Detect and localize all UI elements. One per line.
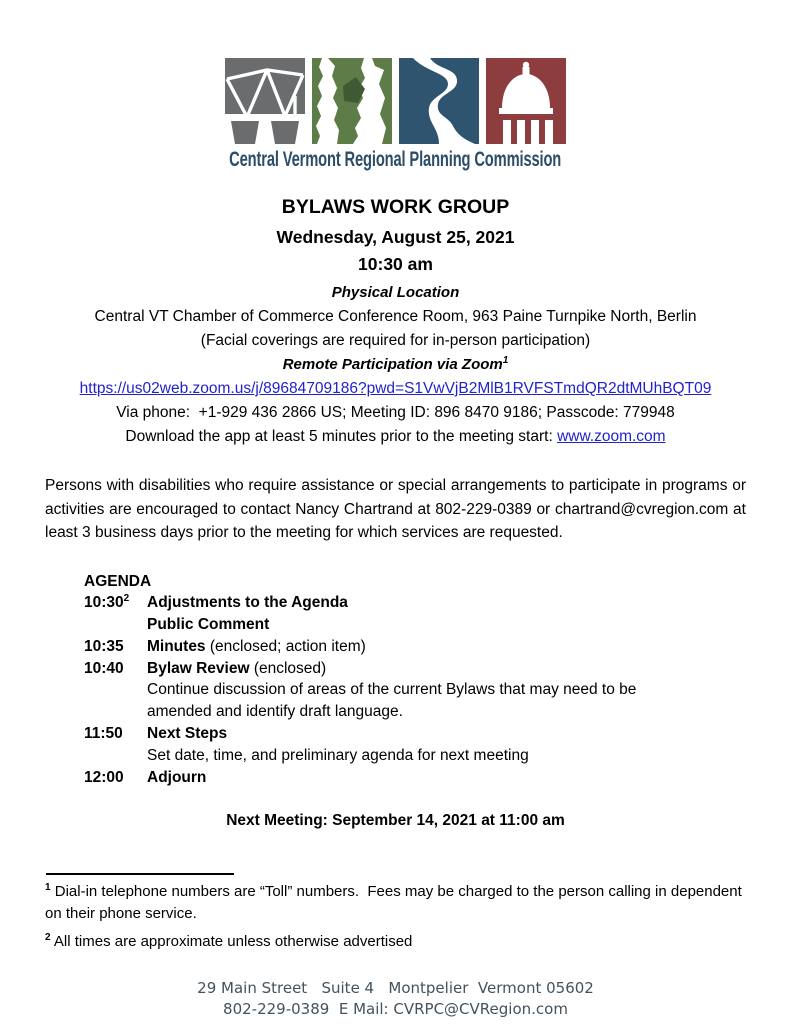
agenda-item-title: Bylaw Review (enclosed) [147,659,327,677]
agenda-row [84,614,791,636]
agenda-item-desc: Set date, time, and preliminary agenda for next meeting [147,746,529,764]
river-icon [399,58,479,144]
agenda-time [84,614,147,636]
agenda-time: 10:40 [84,659,124,677]
agenda-time [84,679,147,723]
facial-covering-note: (Facial coverings are required for in-person participation) [200,332,591,349]
agenda-item-title: Minutes (enclosed; action item) [147,637,366,655]
agenda-row [84,636,791,658]
agenda-item-title: Adjustments to the Agenda [147,594,348,612]
agenda-item-title: Next Steps [147,725,228,743]
zoom-url-line [0,377,791,401]
zoom-download-link[interactable]: www.zoom.com [557,428,666,445]
footnote-ref-1: 1 [502,355,509,366]
logo-tiles [225,58,566,144]
cvrpc-logo [0,0,791,172]
phone-line: Via phone: +1-929 436 2866 US; Meeting ID: 896 8470 9186; Passcode: 779948 [116,404,675,421]
footnote-ref-2: 2 [123,593,130,605]
agenda-item-title: Adjourn [147,768,207,786]
remote-participation-label: Remote Participation via Zoom$^1$ [282,355,509,373]
agenda-row [84,767,791,789]
participation-info [0,281,791,449]
footer [0,978,791,1019]
agenda-row [84,592,791,614]
footer-contact-line: 802-229-0389 E Mail: CVRPC@CVRegion.com [223,999,568,1018]
next-meeting-line: Next Meeting: September 14, 2021 at 11:00 am [226,812,565,830]
agenda-section [84,571,791,789]
agenda-time: 10:35 [84,637,124,655]
agenda-time: 11:50 [84,725,123,743]
agenda-item-desc: Continue discussion of areas of the current Bylaws that may need to be amended and identify draft language. [147,681,637,721]
page-title: BYLAWS WORK GROUP [281,196,510,218]
logo-org-name: Central Vermont Regional Planning Commission [229,148,562,171]
agenda-label: AGENDA [84,572,152,590]
download-line: Download the app at least 5 minutes prior to the meeting start: www.zoom.com [125,428,666,445]
footer-address-line: 29 Main Street Suite 4 Montpelier Vermont 05602 [197,979,594,998]
footnote-1: $^1$ Dial-in telephone numbers are “Toll” numbers. Fees may be charged to the person calling in dependent on their phone service. [45,882,746,923]
zoom-meeting-link[interactable]: https://us02web.zoom.us/j/89684709186?pwd=S1VwVjB2MlB1RVFSTmdQR2dtMUhBQT09 [79,380,712,397]
agenda-row [84,723,791,745]
agenda-time: $10:30^2$ [84,593,130,612]
agenda-item-title: Public Comment [147,616,270,634]
agenda-row [84,658,791,680]
vermont-map-icon [312,58,392,144]
bridge-icon [225,58,305,144]
agenda-row [84,745,791,767]
capitol-dome-icon [486,58,566,144]
meeting-date: Wednesday, August 25, 2021 [276,227,515,247]
accessibility-note: Persons with disabilities who require assistance or special arrangements to participate in programs or activities are encouraged to contact Nancy Chartrand at 802-229-0389 or chartrand@cvregion.com at least 3 business days prior to the meeting for which services are requested. [45,477,746,541]
physical-location-label: Physical Location [331,284,460,301]
footnote-separator [46,873,234,875]
footnote-2: $^2$ All times are approximate unless otherwise advertised [45,932,413,951]
agenda-time [84,745,147,767]
agenda-time: 12:00 [84,768,124,786]
agenda-row [84,679,791,723]
meeting-time: 10:30 am [358,254,433,274]
location-line: Central VT Chamber of Commerce Conference Room, 963 Paine Turnpike North, Berlin [94,308,697,325]
